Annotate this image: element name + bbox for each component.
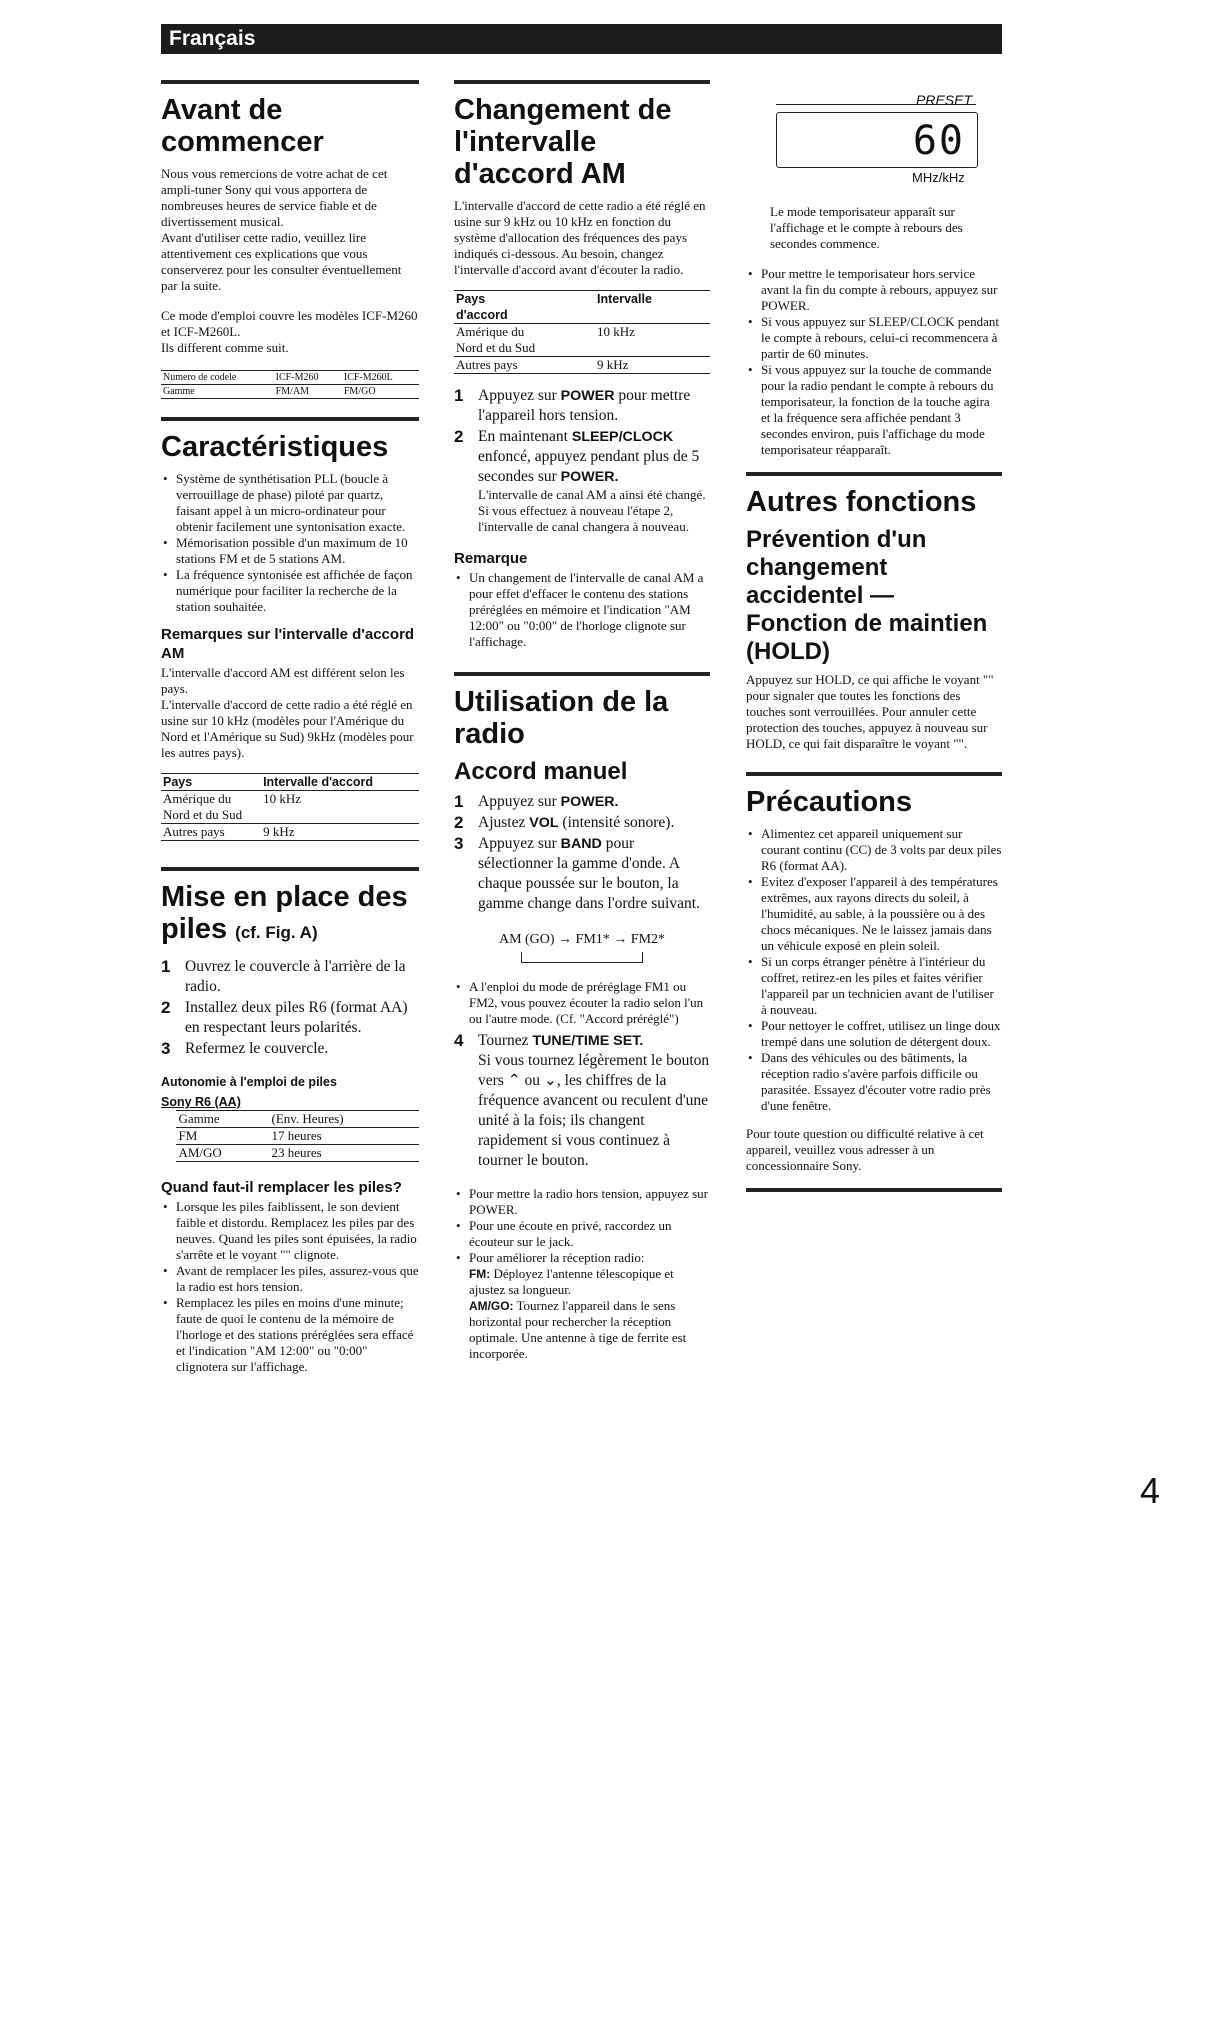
- table-cell: Amérique du: [163, 791, 232, 806]
- closing-paragraph: Pour toute question ou difficulté relative à cet appareil, veuillez vous adresser à un concessionnaire Sony.: [746, 1126, 984, 1173]
- step-text: Refermez le couvercle.: [185, 1040, 329, 1057]
- remarques-paragraph-1: L'intervalle d'accord AM est différent selon les pays.: [161, 665, 405, 696]
- autonomie-title: Autonomie à l'emploi de piles: [161, 1075, 337, 1089]
- table-cell: 17 heures: [271, 1128, 322, 1143]
- accord-step-4: [454, 1031, 710, 1171]
- step-text: pour mettre l'appareil hors tension.: [478, 387, 691, 424]
- page-number: 4: [1140, 1470, 1161, 1511]
- key-label: SLEEP/CLOCK: [571, 429, 674, 445]
- section-rule: [746, 472, 1002, 476]
- list-item: • Pour une écoute en privé, raccordez un écouteur sur le jack.: [454, 1218, 710, 1250]
- remarques-title: Remarques sur l'intervalle d'accord AM: [161, 626, 415, 662]
- section-rule: [454, 672, 710, 676]
- step-item: 3 Refermez le couvercle.: [161, 1039, 329, 1058]
- section-rule: [161, 867, 419, 871]
- step-note: Si vous effectuez à nouveau l'étape 2, l'intervalle de canal changera à nouveau.: [478, 503, 689, 534]
- table-cell: (Env. Heures): [271, 1111, 344, 1126]
- amgo-label: AM/GO:: [469, 1299, 514, 1313]
- star-note: [454, 979, 710, 1027]
- key-label: POWER.: [560, 794, 619, 810]
- precautions-list: [746, 826, 1002, 1114]
- list-item: • Alimentez cet appareil uniquement sur courant continu (CC) de 3 volts par deux piles R6 (format AA).: [746, 826, 1002, 874]
- hold-title: Prévention d'un changement accidentel — Fonction de maintien (HOLD): [746, 526, 988, 665]
- step-text: pour sélectionner la gamme d'onde. A chaque poussée sur le bouton, la gamme change dans l'ordre suivant.: [478, 835, 700, 912]
- autonomie-subtitle: Sony R6 (AA): [161, 1095, 241, 1109]
- list-item: • La fréquence syntonisée est affichée de façon numérique pour faciliter la recherche de la station souhaitée.: [161, 567, 419, 615]
- autonomie-table: [176, 1110, 419, 1162]
- step-text: (intensité sonore).: [558, 814, 675, 831]
- remarques-paragraph-2: L'intervalle d'accord de cette radio a été réglé en usine sur 10 kHz (modèles pour l'Amérique du Nord et l'Amérique su Sud) 9kHz (modèles pour les autres pays).: [161, 697, 414, 760]
- step-item: 2 Ajustez VOL (intensité sonore).: [454, 813, 675, 832]
- amgo-text: Tournez l'appareil dans le sens horizontal pour rechercher la réception optimale. Une antenne à tige de ferrite est incorporée.: [469, 1298, 687, 1361]
- list-item: • Pour mettre le temporisateur hors service avant la fin du compte à rebours, appuyez sur POWER.: [746, 266, 1002, 314]
- step-text: Appuyez sur: [478, 387, 561, 404]
- changement-steps: [454, 386, 710, 535]
- step-item: 1 Appuyez sur POWER pour mettre l'appareil hors tension.: [454, 386, 691, 424]
- list-item: • Si vous appuyez sur la touche de commande pour la radio pendant le compte à rebours du temporisateur, la fonction de la touche agira et la fréquence sera affichée pendant 3 secondes environ, puis l'affichage du mode temporisateur réapparaît.: [746, 362, 1002, 458]
- mise-title-text: Mise en place des piles: [161, 881, 408, 945]
- table-header: Pays: [456, 292, 486, 306]
- table-cell: ICF-M260L: [343, 372, 393, 383]
- table-cell: 10 kHz: [597, 324, 635, 339]
- fm-note: [454, 1266, 710, 1298]
- remarque-title: Remarque: [454, 550, 528, 567]
- table-cell: Gamme: [163, 386, 195, 397]
- step-item: 4 Tournez TUNE/TIME SET. Si vous tournez légèrement le bouton vers ⌃ ou ⌄, les chiffres de la fréquence avancent ou reculent d'une unité à la fois; ils changent rapidement si vous continuez à tourner le bouton.: [454, 1031, 710, 1169]
- table-cell: 9 kHz: [597, 357, 629, 372]
- model-table: [161, 370, 419, 399]
- avant-paragraph-2: Avant d'utiliser cette radio, veuillez lire attentivement ces explications que vous conserverez pour les consulter éventuellement par la suite.: [161, 230, 402, 293]
- caracteristiques-title: Caractéristiques: [161, 431, 389, 463]
- figure-reference: (cf. Fig. A): [235, 923, 318, 942]
- hold-paragraph: Appuyez sur HOLD, ce qui affiche le voyant "" pour signaler que toutes les fonctions des touches sont verrouillées. Pour annuler cette protection des touches, appuyez à nouveau sur HOLD, ce qui fait disparaître le voyant "".: [746, 672, 994, 751]
- mise-en-place-title: [161, 881, 419, 949]
- autres-fonctions-title: Autres fonctions: [746, 486, 977, 518]
- preset-line: [776, 104, 976, 105]
- table-cell: FM: [178, 1128, 198, 1143]
- step-item: 2 En maintenant SLEEP/CLOCK enfoncé, appuyez pendant plus de 5 secondes sur POWER. L'intervalle de canal AM a ainsi été changé. Si vous effectuez à nouveau l'étape 2, l'intervalle de canal changera à nouveau.: [454, 427, 710, 535]
- list-item: • Un changement de l'intervalle de canal AM a pour effet d'effacer le contenu des stations préréglées en mémoire et l'indication "AM 12:00" ou "0:00" de l'horloge clignote sur l'affichage.: [454, 570, 710, 650]
- caracteristiques-list: [161, 471, 419, 615]
- accord-manuel-title: Accord manuel: [454, 758, 628, 785]
- accord-steps: [454, 792, 710, 914]
- table-cell: FM/AM: [275, 386, 310, 397]
- lcd-digits: 60: [912, 118, 965, 164]
- list-item: • Avant de remplacer les piles, assurez-vous que la radio est hors tension.: [161, 1263, 419, 1295]
- utilisation-title: Utilisation de la radio: [454, 686, 669, 750]
- quand-list: [161, 1199, 419, 1375]
- table-cell: Autres pays: [456, 357, 518, 372]
- changement-paragraph: L'intervalle d'accord de cette radio a été réglé en usine sur 9 kHz ou 10 kHz en fonction du système d'allocation des fréquences des pays indiqués ci-dessous. Au besoin, changez l'intervalle d'accord avant d'écouter la radio.: [454, 198, 706, 277]
- list-item: • Dans des véhicules ou des bâtiments, la réception radio s'avère parfois difficile ou parasitée. Essayez d'écouter votre radio près d'une fenêtre.: [746, 1050, 1002, 1114]
- mise-steps: [161, 957, 419, 1059]
- step-note: L'intervalle de canal AM a ainsi été changé.: [478, 487, 706, 502]
- list-item: • Remplacez les piles en moins d'une minute; faute de quoi le contenu de la mémoire de l'horloge et des stations préréglées sera effacé et l'indication "AM 12:00" ou "0:00" clignotera sur l'affichage.: [161, 1295, 419, 1375]
- table-cell: Nord et du Sud: [163, 807, 243, 822]
- table-header: d'accord: [456, 308, 508, 322]
- step-item: 2 Installez deux piles R6 (format AA) en respectant leurs polarités.: [161, 998, 408, 1036]
- lcd-display: [776, 112, 978, 168]
- table-cell: 23 heures: [271, 1145, 322, 1160]
- list-item: • Système de synthétisation PLL (boucle à verrouillage de phase) piloté par quartz, faisant appel à un micro-ordinateur pour obtenir facilement une syntonisation exacte.: [161, 471, 419, 535]
- list-item: • Si un corps étranger pénètre à l'intérieur du coffret, retirez-en les piles et faites vérifier l'appareil par un technicien avant de l'utiliser à nouveau.: [746, 954, 1002, 1018]
- step-text: Installez deux piles R6 (format AA) en respectant leurs polarités.: [185, 999, 408, 1036]
- step-text: Appuyez sur: [478, 793, 561, 810]
- timer-list: [746, 266, 1002, 458]
- preset-label: PRESET: [916, 92, 973, 108]
- step-note: Si vous tournez légèrement le bouton vers ⌃ ou ⌄, les chiffres de la fréquence avancent ou reculent d'une unité à la fois; ils changent rapidement si vous continuez à tourner le bouton.: [478, 1052, 710, 1169]
- table-cell: 9 kHz: [263, 824, 295, 839]
- table-header: Intervalle d'accord: [263, 775, 374, 789]
- step-text: Appuyez sur: [478, 835, 561, 852]
- table-cell: Numero de codele: [163, 372, 237, 383]
- precautions-title: Précautions: [746, 786, 912, 818]
- section-rule: [746, 772, 1002, 776]
- key-label: TUNE/TIME SET.: [532, 1033, 644, 1049]
- section-rule: [161, 80, 419, 84]
- table-header: Pays: [163, 775, 193, 789]
- column-1: [161, 80, 419, 1375]
- list-item: • Evitez d'exposer l'appareil à des températures extrêmes, aux rayons directs du soleil, à l'humidité, au sable, à la poussière ou à des chocs mécaniques. Ne le laissez jamais dans un véhicule exposé en plein soleil.: [746, 874, 1002, 954]
- list-item: • Si vous appuyez sur SLEEP/CLOCK pendant le compte à rebours, celui-ci recommencera à partir de 60 minutes.: [746, 314, 1002, 362]
- step-item: 1 Appuyez sur POWER.: [454, 792, 619, 811]
- table-cell: Amérique du: [456, 324, 525, 339]
- fm-label: FM:: [469, 1267, 491, 1281]
- list-item: • A l'enploi du mode de préréglage FM1 ou FM2, vous pouvez écouter la radio selon l'un ou l'autre mode. (Cf. "Accord préréglé"): [454, 979, 710, 1027]
- step-text: Ouvrez le couvercle à l'arrière de la radio.: [185, 958, 406, 995]
- step-item: 1 Ouvrez le couvercle à l'arrière de la radio.: [161, 957, 406, 995]
- step-text: Ajustez: [478, 814, 530, 831]
- table-cell: Autres pays: [163, 824, 225, 839]
- fm-text: Déployez l'antenne télescopique et ajustez sa longueur.: [469, 1266, 674, 1297]
- list-item: • Mémorisation possible d'un maximum de 10 stations FM et de 5 stations AM.: [161, 535, 419, 567]
- key-label: BAND: [560, 836, 602, 852]
- key-label: POWER.: [560, 469, 619, 485]
- avant-paragraph-4: Ils different comme suit.: [161, 340, 289, 355]
- section-rule: [454, 80, 710, 84]
- table-cell: AM/GO: [178, 1145, 222, 1160]
- table-cell: FM/GO: [343, 386, 376, 397]
- lcd-caption: Le mode temporisateur apparaît sur l'affichage et le compte à rebours des secondes commence.: [770, 204, 963, 251]
- table-cell: ICF-M260: [275, 372, 319, 383]
- list-item: • Pour nettoyer le coffret, utilisez un linge doux trempé dans une solution de détergent doux.: [746, 1018, 1002, 1050]
- band-flow-loop: [521, 952, 643, 963]
- remarque-list: [454, 570, 710, 650]
- unit-label: MHz/kHz: [912, 170, 965, 185]
- avant-paragraph-1: Nous vous remercions de votre achat de cet ampli-tuner Sony qui vous apportera de nombreuses heures de service fiable et de divertissement musical.: [161, 166, 388, 229]
- amgo-note: [454, 1298, 710, 1362]
- language-header: [161, 24, 1002, 54]
- step-text: En maintenant: [478, 428, 572, 445]
- language-label: Français: [169, 27, 256, 50]
- key-label: POWER: [560, 388, 615, 404]
- column-2: [454, 80, 710, 1362]
- list-item: • Pour améliorer la réception radio:: [454, 1250, 710, 1266]
- column-3: [746, 204, 1002, 1202]
- changement-table: [454, 290, 710, 374]
- band-flow: AM (GO) → FM1* → FM2*: [498, 932, 666, 947]
- key-label: VOL: [529, 815, 559, 831]
- table-cell: 10 kHz: [263, 791, 301, 806]
- quand-title: Quand faut-il remplacer les piles?: [161, 1179, 402, 1196]
- section-rule: [161, 417, 419, 421]
- list-item: • Lorsque les piles faiblissent, le son devient faible et distordu. Remplacez les piles par des neuves. Quand les piles sont épuisées, la radio s'arrête et le voyant "" clignote.: [161, 1199, 419, 1263]
- avant-title: Avant de commencer: [161, 94, 324, 158]
- changement-title: Changement de l'intervalle d'accord AM: [454, 94, 672, 190]
- table-cell: Gamme: [178, 1111, 220, 1126]
- step-text: Tournez: [478, 1032, 533, 1049]
- list-item: • Pour mettre la radio hors tension, appuyez sur POWER.: [454, 1186, 710, 1218]
- section-rule: [746, 1188, 1002, 1192]
- avant-paragraph-3: Ce mode d'emploi couvre les modèles ICF-M260 et ICF-M260L.: [161, 308, 418, 339]
- table-header: Intervalle: [597, 292, 652, 306]
- interval-table: [161, 773, 419, 841]
- step-text: enfoncé, appuyez pendant plus de 5 secondes sur: [478, 448, 700, 485]
- step-item: 3 Appuyez sur BAND pour sélectionner la gamme d'onde. A chaque poussée sur le bouton, la gamme change dans l'ordre suivant.: [454, 834, 700, 912]
- table-cell: Nord et du Sud: [456, 340, 536, 355]
- radio-notes: [454, 1186, 710, 1266]
